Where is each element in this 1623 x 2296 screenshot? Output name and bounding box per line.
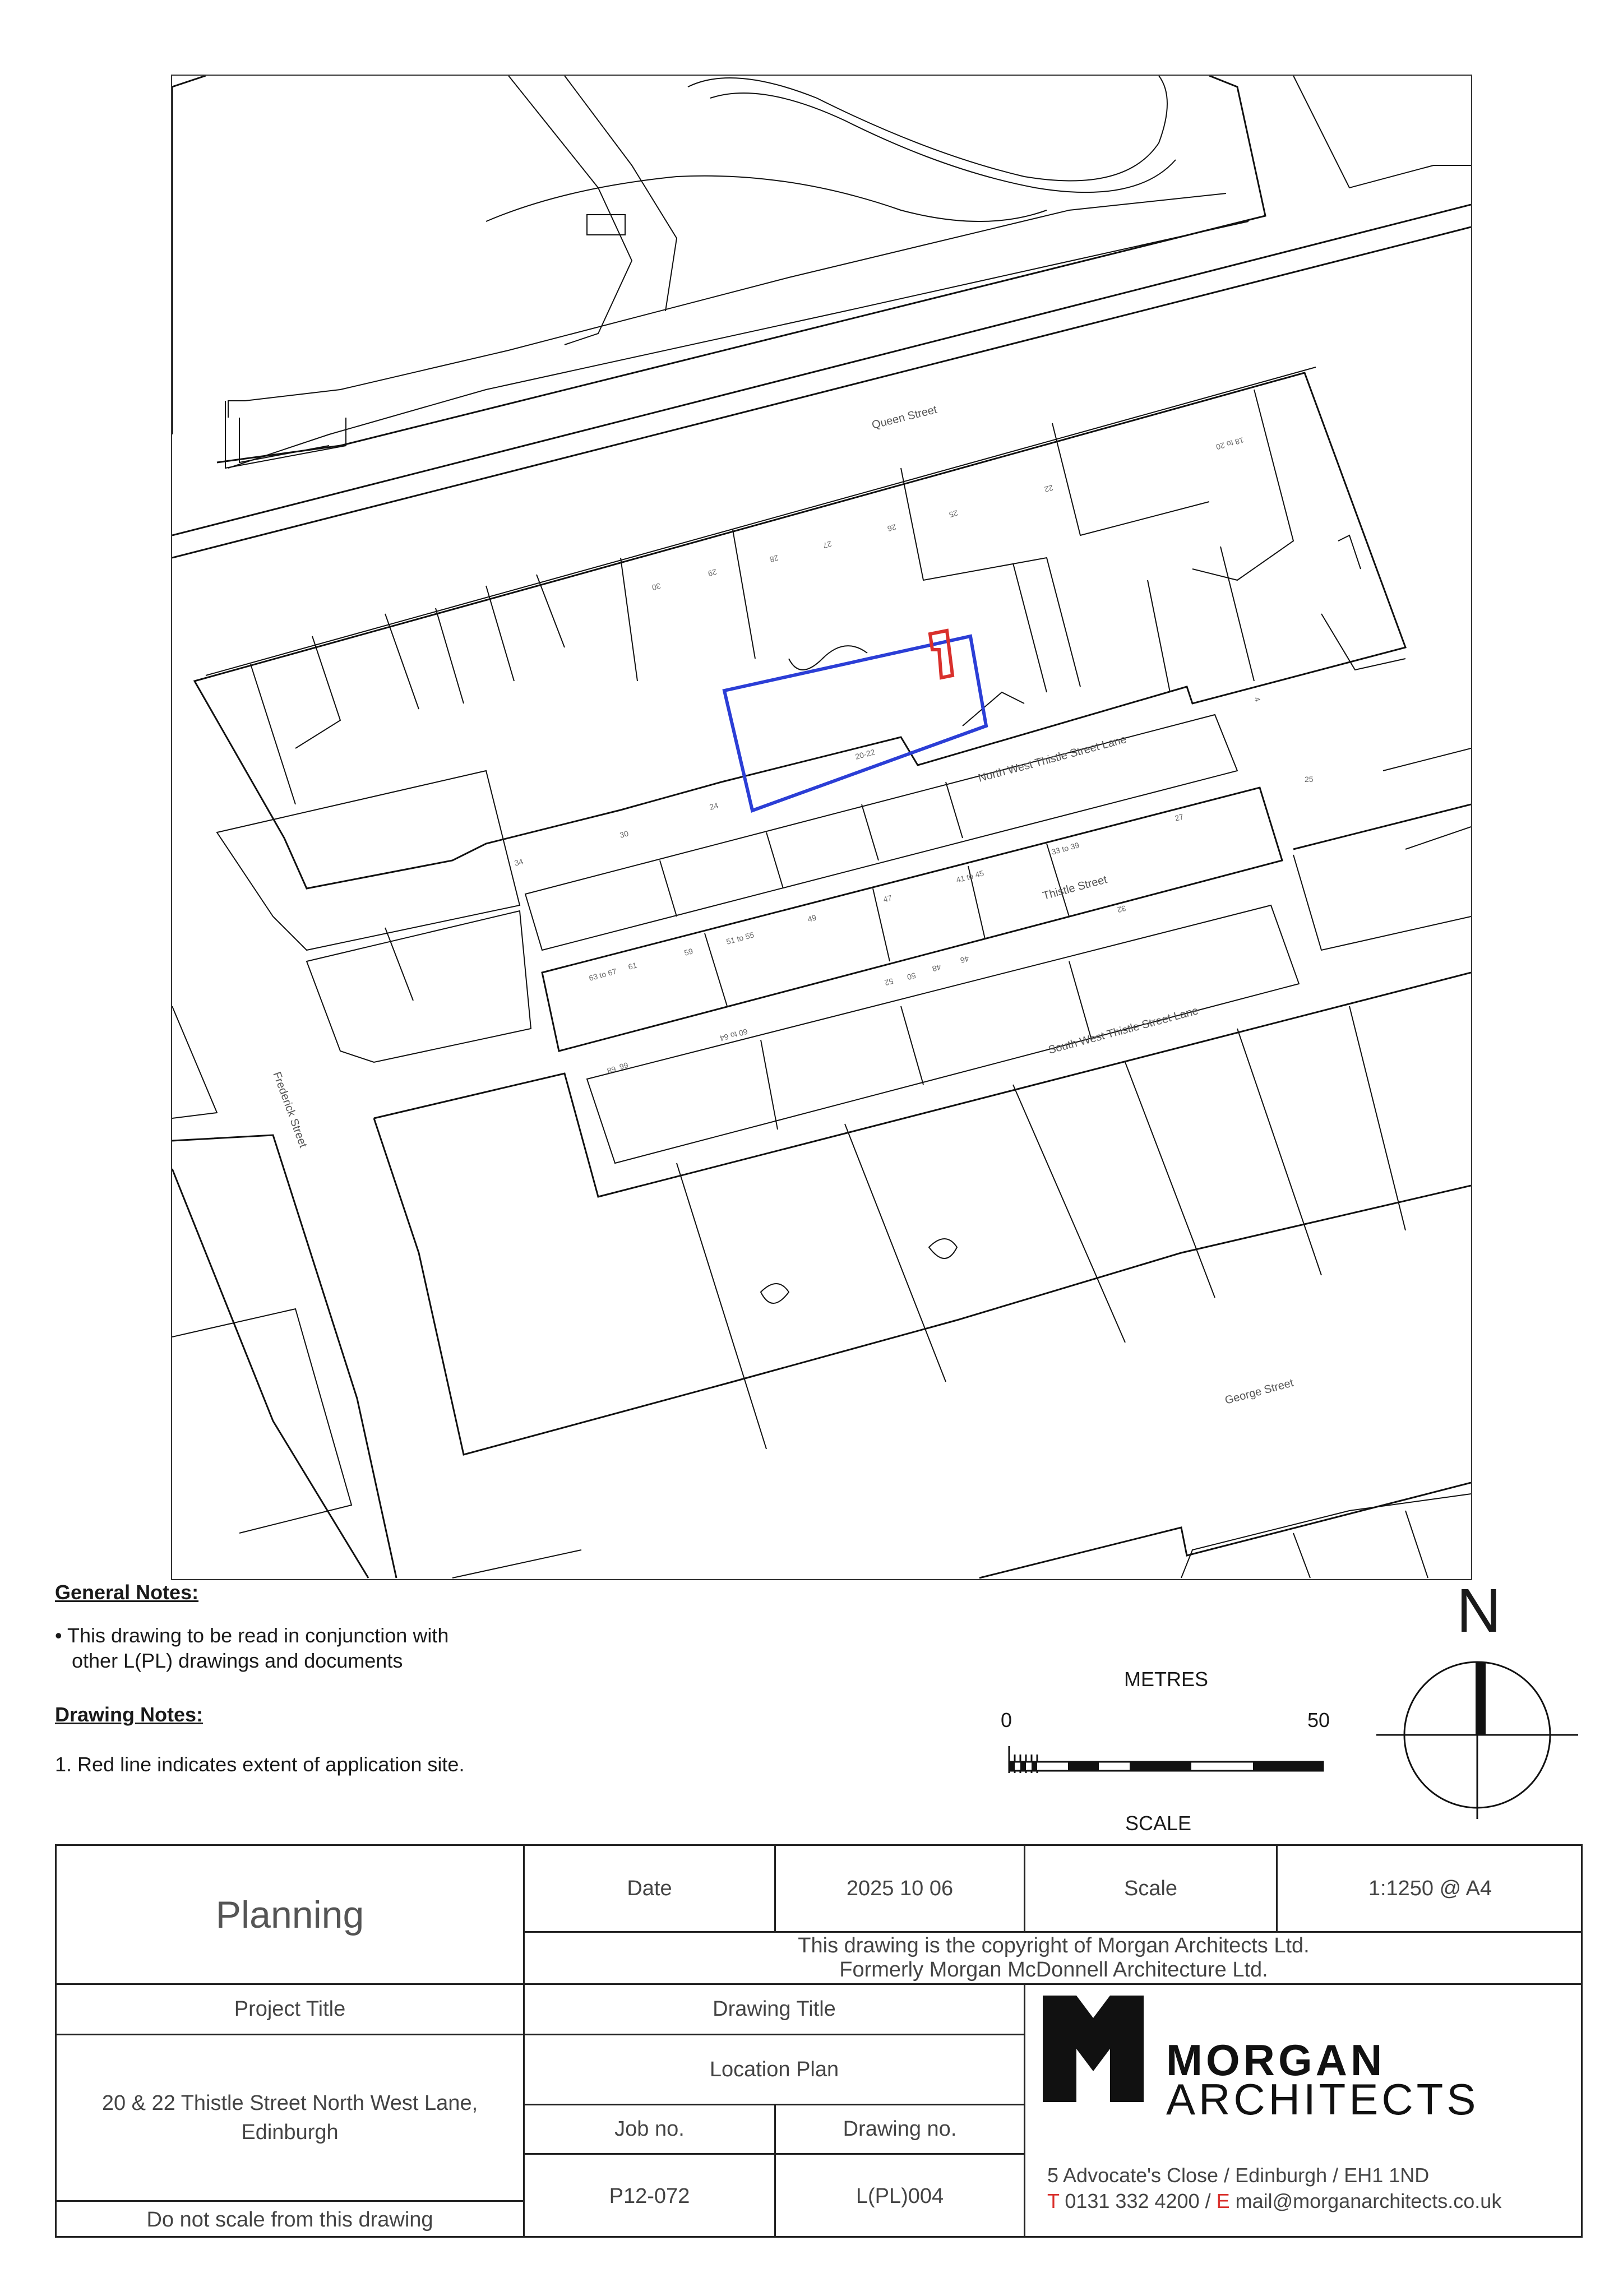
drawing-notes-heading: Drawing Notes: [55,1703,204,1726]
label-george-street: George Street [1223,1377,1295,1407]
building-number: 34 [513,857,524,868]
building-number: 18 to 20 [1215,436,1245,452]
drawing-title-label: Drawing Title [713,1997,836,2021]
email-prefix: E [1216,2189,1230,2212]
building-number: 30 [651,581,662,592]
label-sw-thistle-lane: South West Thistle Street Lane [1047,1004,1200,1057]
building-number: 24 [708,800,719,812]
contact-line [1047,2189,1501,2213]
building-number: 68 [606,1064,617,1076]
scale-value: 1:1250 @ A4 [1368,1876,1492,1900]
drawing-no-value: L(PL)004 [856,2184,944,2208]
north-label: N [1456,1576,1501,1645]
building-number: 30 [618,828,630,840]
copyright-line: This drawing is the copyright of Morgan Architects Ltd. [798,1934,1310,1957]
scale-caption: SCALE [1125,1812,1192,1835]
project-title [57,2035,523,2200]
scale-start-label: 0 [1001,1709,1012,1732]
building-number: 61 [627,960,638,971]
email-link[interactable]: mail@morganarchitects.co.uk [1229,2189,1502,2212]
label-frederick-street: Frederick Street [270,1070,309,1150]
building-number: 51 to 55 [725,930,755,946]
general-notes-heading: General Notes: [55,1581,199,1604]
building-number: 66 [618,1061,630,1072]
job-no-value: P12-072 [609,2184,690,2208]
project-title-line: Edinburgh [241,2121,339,2144]
scale-label: Scale [1123,1876,1178,1900]
drawing-no-label: Drawing no. [843,2117,957,2141]
building-number: 27 [822,539,833,550]
address: 5 Advocate's Close / Edinburgh / EH1 1ND [1047,2164,1430,2187]
north-arrow-icon [1376,1656,1578,1819]
logo-subtitle: ARCHITECTS [1166,2075,1479,2124]
label-thistle-street: Thistle Street [1041,873,1109,902]
building-number: 25 [948,508,959,520]
morgan-logo-icon [1043,1996,1144,2102]
stage-label: Planning [215,1893,364,1936]
map-drawing [172,76,1471,1579]
building-number: 27 [1173,812,1185,823]
building-number: 29 [707,567,718,578]
general-note-line: other L(PL) drawings and documents [72,1649,403,1672]
building-number: 52 [884,976,895,988]
scale-end-label: 50 [1307,1709,1330,1732]
location-map [171,75,1472,1580]
general-note-line: • This drawing to be read in conjunction with [55,1624,449,1647]
building-number: 4 [1252,696,1263,703]
building-number: 47 [882,893,893,904]
building-number: 33 to 39 [1050,840,1080,857]
label-nw-thistle-lane: North West Thistle Street Lane [977,733,1128,785]
building-number: 63 to 67 [588,966,618,983]
building-number: 41 to 45 [955,868,985,885]
job-no-label: Job no. [614,2117,685,2141]
building-number: 60 to 64 [719,1027,749,1043]
building-number: 20-22 [854,747,876,761]
building-number: 28 [769,553,780,564]
scale-bar [1004,1746,1329,1774]
project-title-line: 20 & 22 Thistle Street North West Lane, [101,2091,478,2115]
date-value: 2025 10 06 [846,1876,954,1900]
building-number: 49 [806,913,817,924]
building-number: 32 [1116,904,1127,915]
phone-number: 0131 332 4200 / [1059,2189,1217,2212]
label-queen-street: Queen Street [870,403,938,432]
scale-units-label: METRES [1124,1668,1209,1691]
drawing-note-line: 1. Red line indicates extent of application site. [55,1753,465,1776]
project-title-label: Project Title [234,1997,346,2021]
disclaimer: Do not scale from this drawing [146,2207,433,2232]
copyright-line: Formerly Morgan McDonnell Architecture Ltd. [839,1958,1268,1982]
logo-name: MORGAN [1166,2035,1386,2085]
building-number: 46 [959,954,970,965]
building-number: 22 [1043,483,1055,494]
building-number: 26 [886,522,898,534]
building-number: 59 [683,946,694,957]
date-label: Date [627,1876,672,1900]
phone-prefix: T [1047,2189,1060,2212]
building-number: 48 [931,962,942,974]
building-number: 25 [1305,775,1314,784]
drawing-title-value: Location Plan [709,2057,839,2081]
building-number: 50 [906,971,917,982]
